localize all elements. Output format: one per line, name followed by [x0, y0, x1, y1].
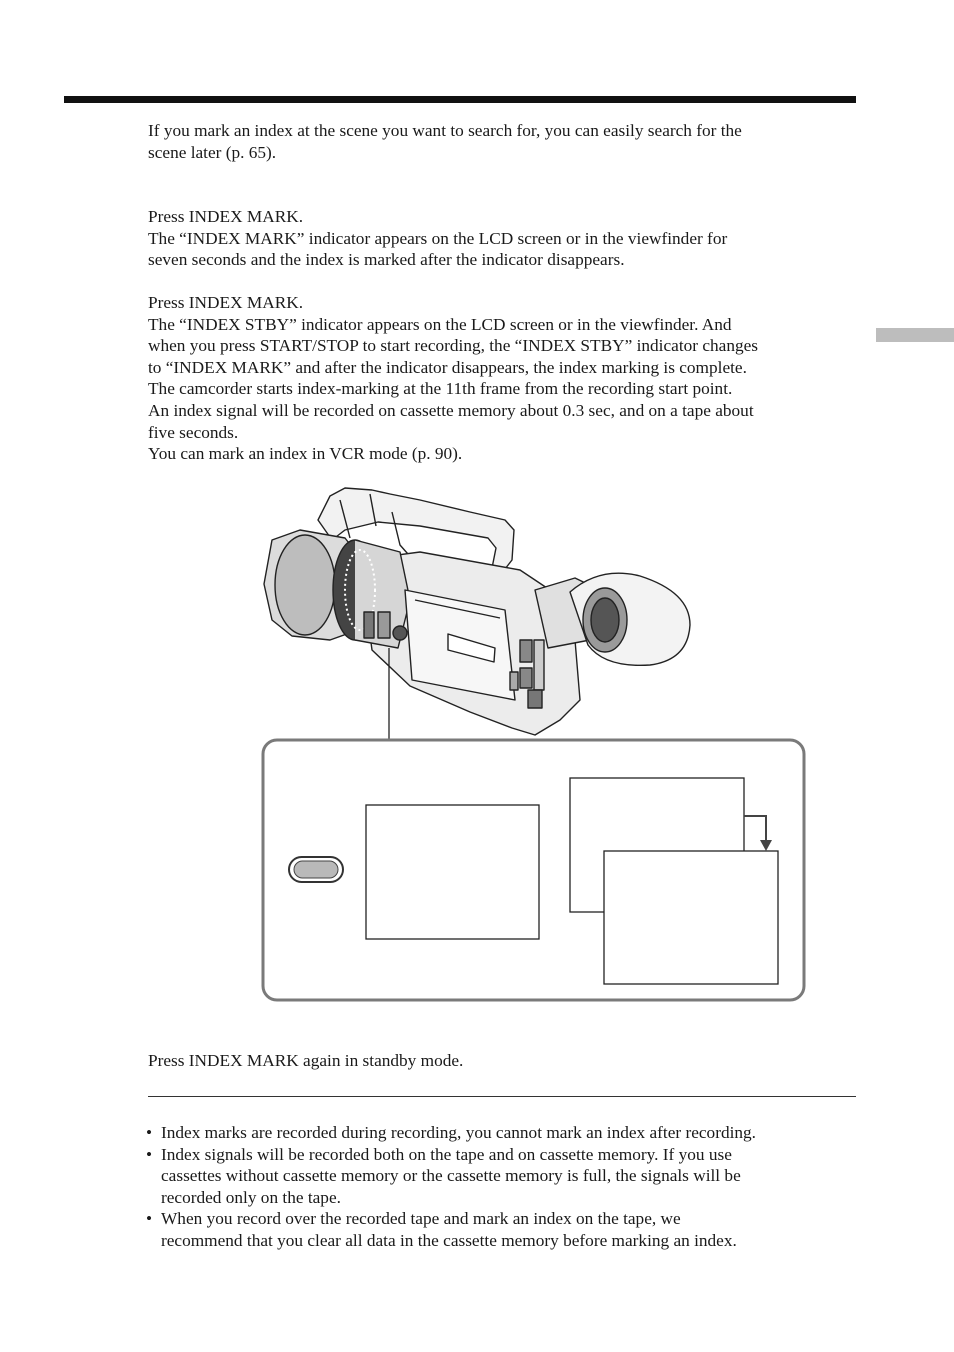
step-description: You can mark an index in VCR mode (p. 90). [148, 444, 463, 464]
note-line: • When you record over the recorded tape and mark an index on the tape, we [161, 1209, 681, 1229]
note-line: • Index signals will be recorded both on the tape and on cassette memory. If you use [161, 1144, 732, 1164]
step-description: An index signal will be recorded on cassette memory about 0.3 sec, and on a tape about [148, 400, 754, 420]
step-description: The camcorder starts index-marking at the 11th frame from the recording start point. [148, 379, 733, 399]
step-instruction: Press INDEX MARK. [148, 207, 304, 226]
note-item [146, 1208, 866, 1251]
step-description: seven seconds and the index is marked after the indicator disappears. [148, 250, 625, 270]
notes-list [146, 1122, 866, 1252]
step-description: The “INDEX STBY” indicator appears on the LCD screen or in the viewfinder. And [148, 314, 732, 334]
intro-line: scene later (p. 65). [148, 142, 277, 162]
step-description: five seconds. [148, 422, 239, 442]
screen-index-mark [366, 805, 539, 939]
step-description: to “INDEX MARK” and after the indicator disappears, the index marking is complete. [148, 357, 747, 377]
note-line: recorded only on the tape. [161, 1187, 341, 1207]
intro-line: If you mark an index at the scene you want to search for, you can easily search for the [148, 121, 742, 140]
notes-rule [148, 1096, 856, 1097]
step-instruction: Press INDEX MARK. [148, 293, 304, 312]
step-instruction: Press INDEX MARK again in standby mode. [148, 1051, 464, 1070]
note-line: cassettes without cassette memory or the cassette memory is full, the signals will be [161, 1166, 741, 1186]
step-description: The “INDEX MARK” indicator appears on the LCD screen or in the viewfinder for [148, 228, 728, 248]
section-cancel [148, 1050, 860, 1072]
note-line: • Index marks are recorded during recording, you cannot mark an index after recording. [161, 1123, 756, 1142]
index-mark-button-face [294, 861, 338, 878]
note-item [146, 1144, 866, 1209]
note-line: recommend that you clear all data in the cassette memory before marking an index. [161, 1230, 737, 1250]
screen-index-mark-after [604, 851, 778, 984]
change-arrow [744, 816, 766, 842]
step-description: when you press START/STOP to start recording, the “INDEX STBY” indicator changes [148, 336, 758, 356]
note-item [146, 1122, 866, 1144]
camcorder-drawing [264, 488, 690, 735]
arrow-head-icon [760, 840, 772, 851]
